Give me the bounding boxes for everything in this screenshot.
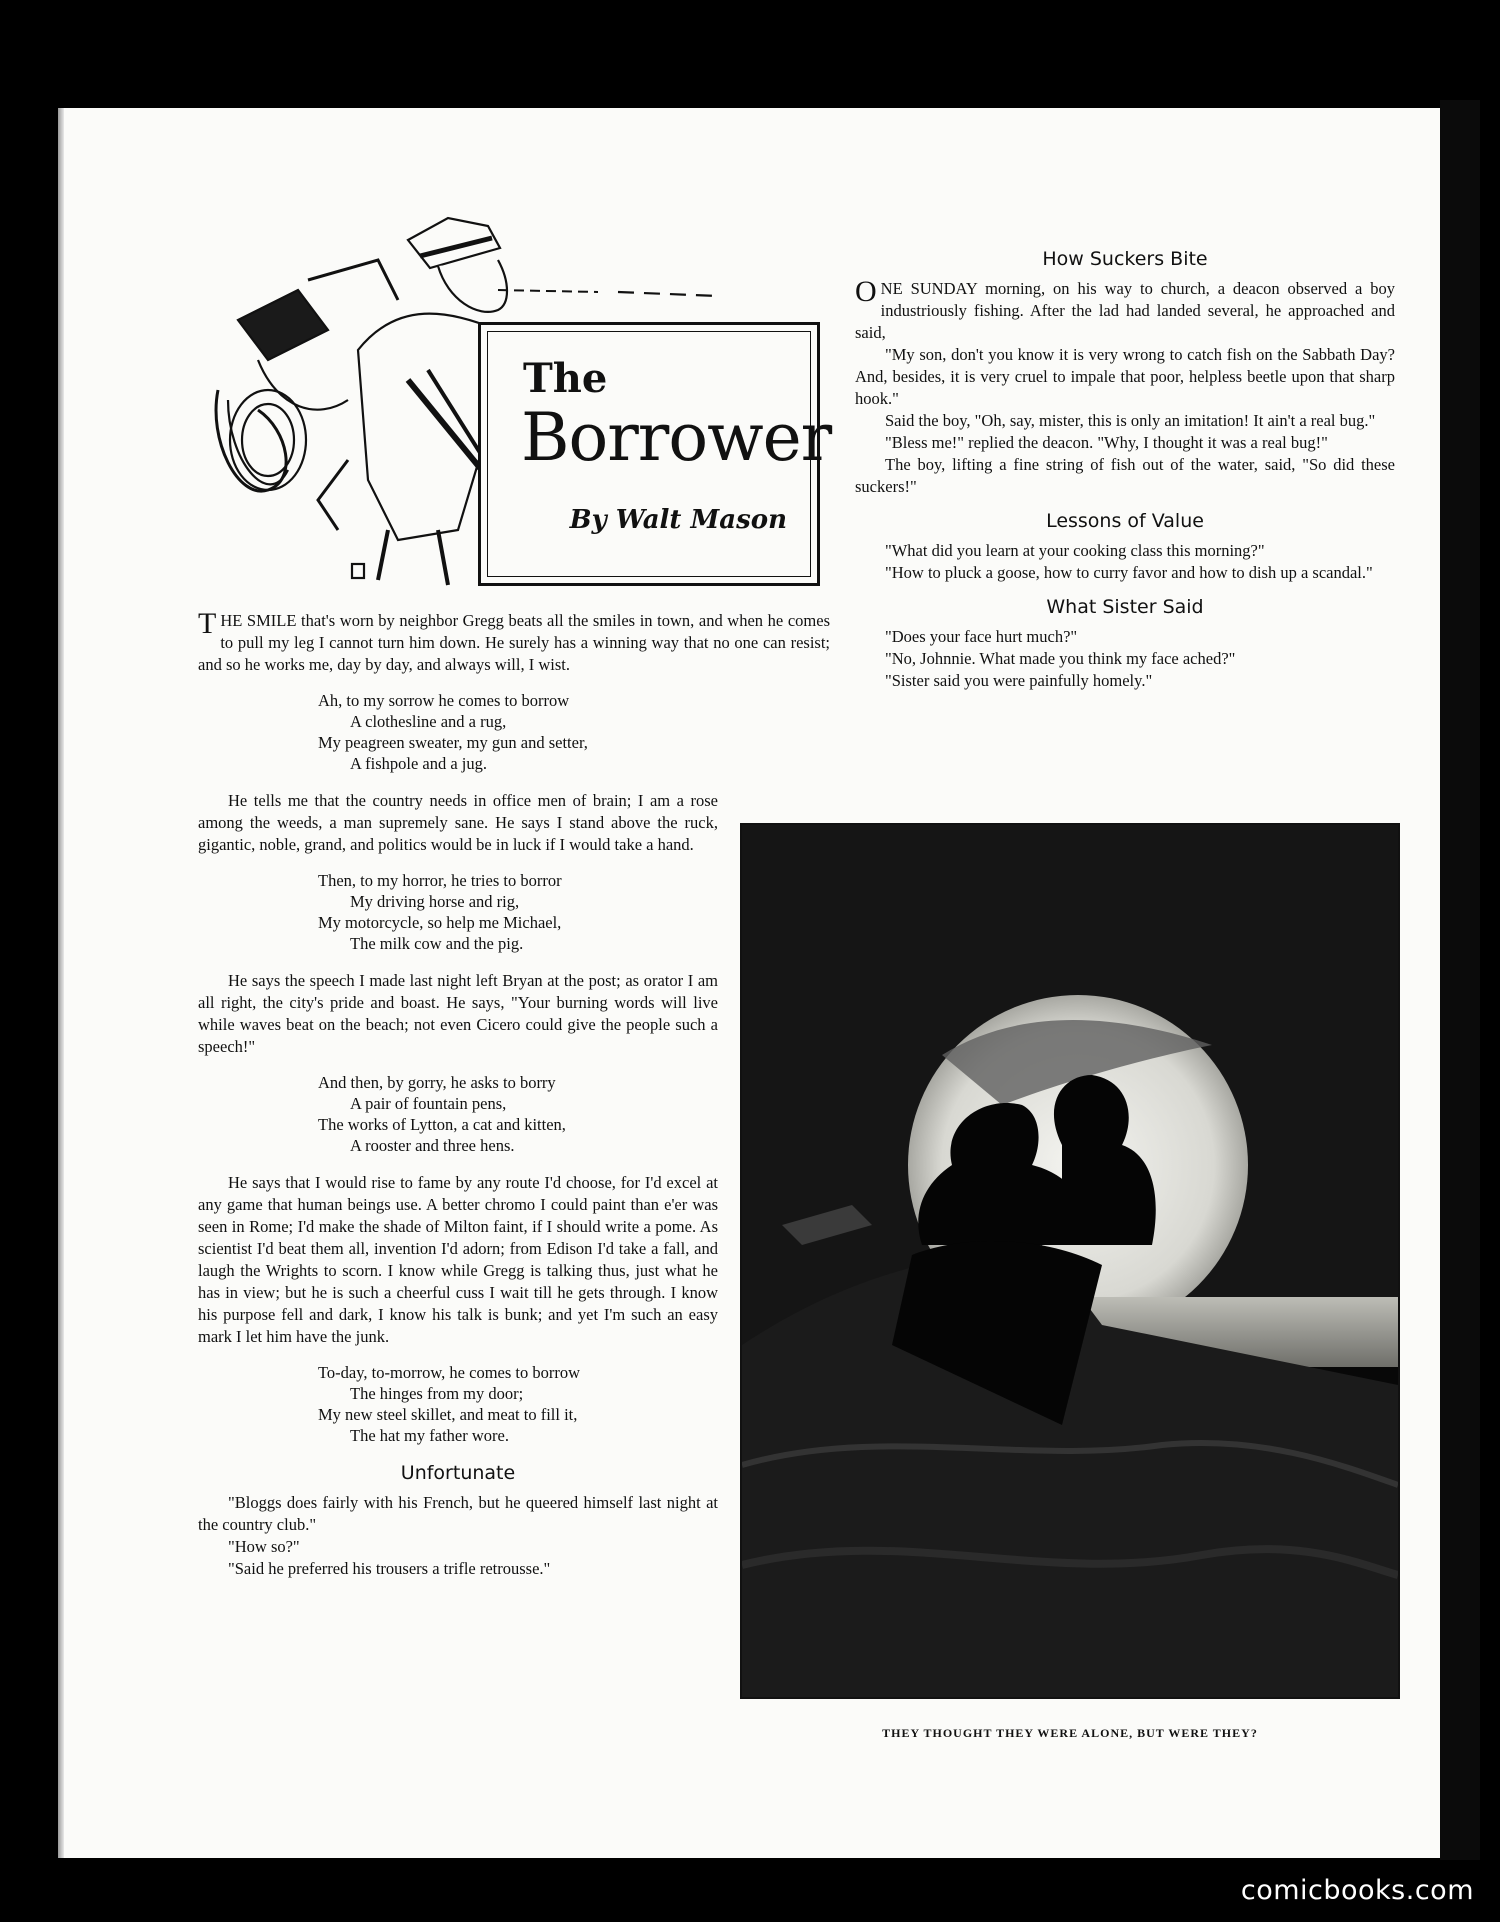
title-box xyxy=(478,322,832,586)
verse-line: Then, to my horror, he tries to borror xyxy=(318,871,562,890)
verse-line: A pair of fountain pens, xyxy=(350,1094,507,1113)
title-borrower: Borrower xyxy=(521,399,832,476)
verse-line: My driving horse and rig, xyxy=(350,892,520,911)
sister-line: "Sister said you were painfully homely." xyxy=(885,671,1153,690)
lessons-heading: Lessons of Value xyxy=(1046,510,1204,532)
verse-line: My peagreen sweater, my gun and setter, xyxy=(318,733,588,752)
picture-caption: THEY THOUGHT THEY WERE ALONE, BUT WERE THEY? xyxy=(882,1726,1258,1740)
borrower-paragraph-3: He says the speech I made last night left Bryan at the post; as orator I am all right, the city's pride and boast. He says, "Your burning words will live while waves beat on the beach; not even Cicero could give the people such a speech!" xyxy=(198,971,718,1056)
next-page-edge xyxy=(1440,100,1480,1860)
borrower-paragraph-2: He tells me that the country needs in office men of brain; I am a rose among the weeds, a man supremely sane. He says I stand above the ruck, gigantic, noble, grand, and politics would be in luck if I would take a hand. xyxy=(198,791,718,854)
verse-line: The hinges from my door; xyxy=(350,1384,524,1403)
page-binding-shadow xyxy=(58,108,64,1858)
verse-line: My new steel skillet, and meat to fill it, xyxy=(318,1405,578,1424)
right-column xyxy=(855,248,1395,692)
suckers-line: "My son, don't you know it is very wrong to catch fish on the Sabbath Day? And, besides, it is very cruel to impale that poor, helpless beetle upon that sharp hook." xyxy=(855,345,1395,408)
lessons-line: "What did you learn at your cooking class this morning?" xyxy=(885,541,1265,560)
watermark: comicbooks.com xyxy=(1240,1875,1474,1906)
sister-line: "No, Johnnie. What made you think my face ached?" xyxy=(885,649,1236,668)
silhouette-moon-illustration xyxy=(742,825,1398,1697)
byline: By Walt Mason xyxy=(569,505,787,535)
lessons-line: "How to pluck a goose, how to curry favor and how to dish up a scandal." xyxy=(885,563,1373,582)
borrower-paragraph-4: He says that I would rise to fame by any route I'd choose, for I'd excel at any game that human beings use. A better chromo I could paint than e'er was seen in Rome; I'd make the shade of Milton faint, if I should write a pome. As scientist I'd beat them all, invention I'd adorn; from Edison I'd take a fall, and laugh the Wrights to scorn. I know while Gregg is talking thus, just what he has in view; but he is such a cheerful cuss I wait till he gets through. I know his purpose fell and dark, I know his talk is bunk; and yet I'm such an easy mark I let him have the junk. xyxy=(198,1173,718,1346)
verse-line: Ah, to my sorrow he comes to borrow xyxy=(318,691,570,710)
unfortunate-line: "How so?" xyxy=(228,1537,300,1556)
verse-line: To-day, to-morrow, he comes to borrow xyxy=(318,1363,581,1382)
moonlight-couple-picture xyxy=(740,823,1400,1699)
unfortunate-line: "Bloggs does fairly with his French, but he queered himself last night at the country club." xyxy=(198,1493,718,1534)
verse-line: A rooster and three hens. xyxy=(350,1136,515,1155)
title-the: The xyxy=(523,355,608,402)
verse-line: The hat my father wore. xyxy=(350,1426,509,1445)
verse-line: My motorcycle, so help me Michael, xyxy=(318,913,562,932)
verse-line: The works of Lytton, a cat and kitten, xyxy=(318,1115,566,1134)
suckers-line: Said the boy, "Oh, say, mister, this is only an imitation! It ain't a real bug." xyxy=(885,411,1376,430)
verse-line: And then, by gorry, he asks to borry xyxy=(318,1073,556,1092)
verse-line: The milk cow and the pig. xyxy=(350,934,524,953)
suckers-heading: How Suckers Bite xyxy=(1042,248,1208,270)
unfortunate-section xyxy=(198,1462,718,1580)
unfortunate-heading: Unfortunate xyxy=(400,1462,516,1484)
verse-line: A clothesline and a rug, xyxy=(350,712,507,731)
unfortunate-line: "Said he preferred his trousers a trifle retrousse." xyxy=(228,1559,551,1578)
suckers-line: ONE SUNDAY morning, on his way to church, a deacon observed a boy industriously fishing. After the lad had landed several, he approached and said, xyxy=(855,275,1395,342)
verse-line: A fishpole and a jug. xyxy=(350,754,488,773)
suckers-line: The boy, lifting a fine string of fish out of the water, said, "So did these suckers!" xyxy=(855,455,1395,496)
borrower-paragraph-1: THE SMILE that's worn by neighbor Gregg beats all the smiles in town, and when he comes to pull my leg I cannot turn him down. He surely has a winning way that no one can resist; and so he works me, day by day, and always will, I wist. xyxy=(198,607,830,674)
suckers-line: "Bless me!" replied the deacon. "Why, I thought it was a real bug!" xyxy=(885,433,1328,452)
borrower-verse-1 xyxy=(318,690,830,774)
borrower-article xyxy=(198,607,830,1580)
sister-heading: What Sister Said xyxy=(1046,596,1204,618)
sister-line: "Does your face hurt much?" xyxy=(885,627,1078,646)
